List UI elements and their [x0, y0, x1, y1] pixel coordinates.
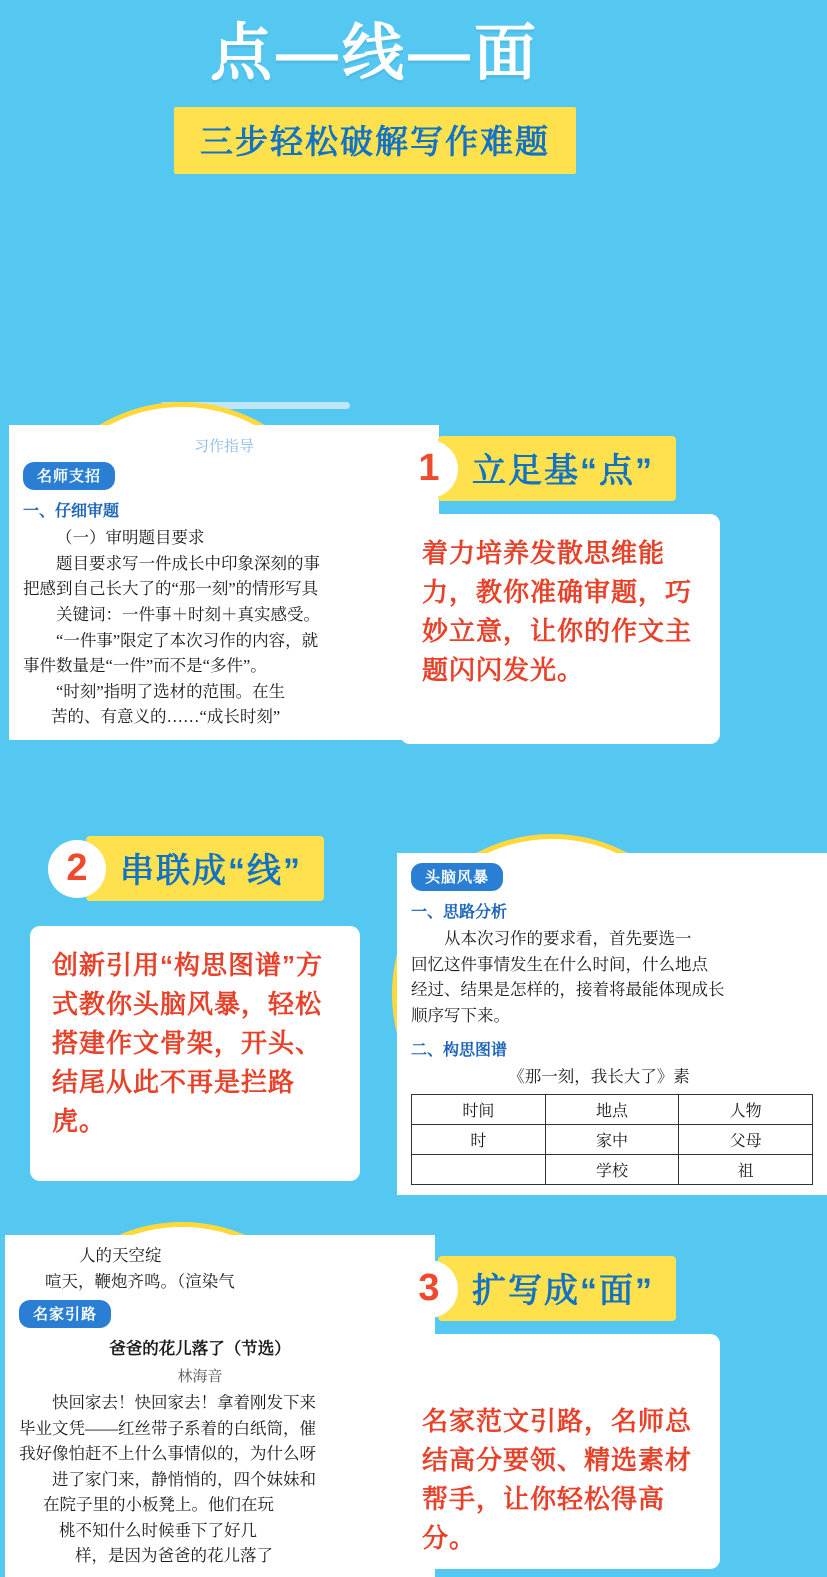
step-label-2: 串联成“线”: [86, 836, 324, 901]
table-header-cell: 时间: [412, 1095, 546, 1125]
subtitle-banner: [174, 107, 576, 174]
photo-line: 桃不知什么时候垂下了好几: [59, 1520, 257, 1540]
page-title: 点—线—面: [209, 19, 540, 88]
table-row: [412, 1155, 813, 1185]
photo-line: 人的天空绽: [79, 1246, 162, 1266]
step-description-3: 名家范文引路，名师总结高分要领、精选素材帮手，让你轻松得高分。: [422, 1406, 693, 1554]
photo-badge-3: 名家引路: [19, 1300, 111, 1328]
photo-line: 进了家门来，静悄悄的，四个妹妹和: [52, 1469, 316, 1489]
table-cell: 家中: [545, 1125, 679, 1155]
table-cell: [412, 1155, 546, 1185]
photo-line: 喧天，鞭炮齐鸣。（渲染气: [45, 1271, 235, 1291]
photo-line: 从本次习作的要求看，首先要选一: [444, 929, 692, 949]
table-cell: 时: [412, 1125, 546, 1155]
photo-line: 我好像怕赶不上什么事情似的，为什么呀: [19, 1444, 316, 1464]
photo-line: 顺序写下来。: [411, 1005, 510, 1025]
photo-line: 毕业文凭——红丝带子系着的白纸筒，催: [19, 1418, 316, 1438]
photo-line: 关键词：一件事＋时刻＋真实感受。: [56, 604, 320, 624]
step-description-card-1: [400, 514, 720, 744]
photo-line: 题目要求写一件成长中印象深刻的事: [56, 553, 320, 573]
step-number-1: 1: [400, 440, 458, 498]
photo-table-title: 《那一刻，我长大了》素: [508, 1066, 690, 1086]
photo-line: 经过、结果是怎样的，接着将最能体现成长: [411, 980, 725, 1000]
step-description-2: 创新引用“构思图谱”方式教你头脑风暴，轻松搭建作文骨架，开头、结尾从此不再是拦路虎。: [52, 950, 324, 1137]
step-header-2: [48, 836, 324, 901]
table-cell: 父母: [679, 1125, 813, 1155]
photo-badge-1: 名师支招: [23, 462, 115, 490]
step-header-1: [400, 436, 676, 501]
photo-line: 在院子里的小板凳上。他们在玩: [43, 1495, 274, 1515]
photo-line: 把感到自己长大了的“那一刻”的情形写具: [23, 579, 319, 599]
photo-line: 事件数量是“一件”而不是“多件”。: [23, 656, 267, 676]
table-header-row: [412, 1095, 813, 1125]
step-description-card-3: [400, 1334, 720, 1569]
table-cell: 学校: [545, 1155, 679, 1185]
photo-subheading-1: （一）审明题目要求: [56, 528, 205, 548]
excerpt-title: 爸爸的花儿落了（节选）: [109, 1339, 291, 1359]
step-description-card-2: [30, 926, 360, 1181]
table-header-cell: 人物: [679, 1095, 813, 1125]
page-subtitle: 三步轻松破解写作难题: [200, 123, 550, 161]
step-header-3: [400, 1256, 676, 1321]
photo-heading2-2: 二、构思图谱: [411, 1041, 508, 1059]
table-row: [412, 1125, 813, 1155]
photo-line: 回忆这件事情发生在什么时间，什么地点: [411, 954, 708, 974]
brainstorm-table: [411, 1094, 813, 1185]
table-cell: 祖: [679, 1155, 813, 1185]
photo-heading-1: 一、仔细审题: [23, 503, 120, 521]
book-page-photo-3: [19, 1222, 342, 1566]
step-label-3: 扩写成“面”: [438, 1256, 676, 1321]
photo-line: “一件事”限定了本次习作的内容，就: [56, 630, 319, 650]
photo-line: 样，是因为爸爸的花儿落了: [75, 1546, 273, 1566]
step-label-1: 立足基“点”: [438, 436, 676, 501]
photo-line: “时刻”指明了选材的范围。在生: [56, 681, 286, 701]
step-number-2: 2: [48, 840, 106, 898]
page-header: [0, 0, 750, 174]
photo-line: 快回家去！快回家去！拿着刚发下来: [52, 1392, 316, 1412]
excerpt-author: 林海音: [177, 1368, 223, 1385]
photo-heading-2: 一、思路分析: [411, 904, 508, 922]
photo-badge-2: 头脑风暴: [411, 863, 503, 891]
book-page-photo-2: [392, 834, 762, 1181]
book-page-photo-1: 习作指导 名师支招 一、仔细审题 （一）审明题目要求 题目要求写一件成长中印象深刻的事 把感到自己长大了的“那一刻”的情形写具 关键词：一件事＋时刻＋真实感受。 “一件事”限定了本次习作的内容，就 事件数量是“一件”而不是“多件”。 “时刻”指明了选材的范围。在生 苦的、有意义的……“成长时刻”: [22, 402, 342, 722]
step-number-3: 3: [400, 1260, 458, 1318]
step-description-1: 着力培养发散思维能力，教你准确审题，巧妙立意，让你的作文主题闪闪发光。: [422, 538, 693, 686]
table-header-cell: 地点: [545, 1095, 679, 1125]
photo-line: 苦的、有意义的……“成长时刻”: [51, 707, 281, 727]
